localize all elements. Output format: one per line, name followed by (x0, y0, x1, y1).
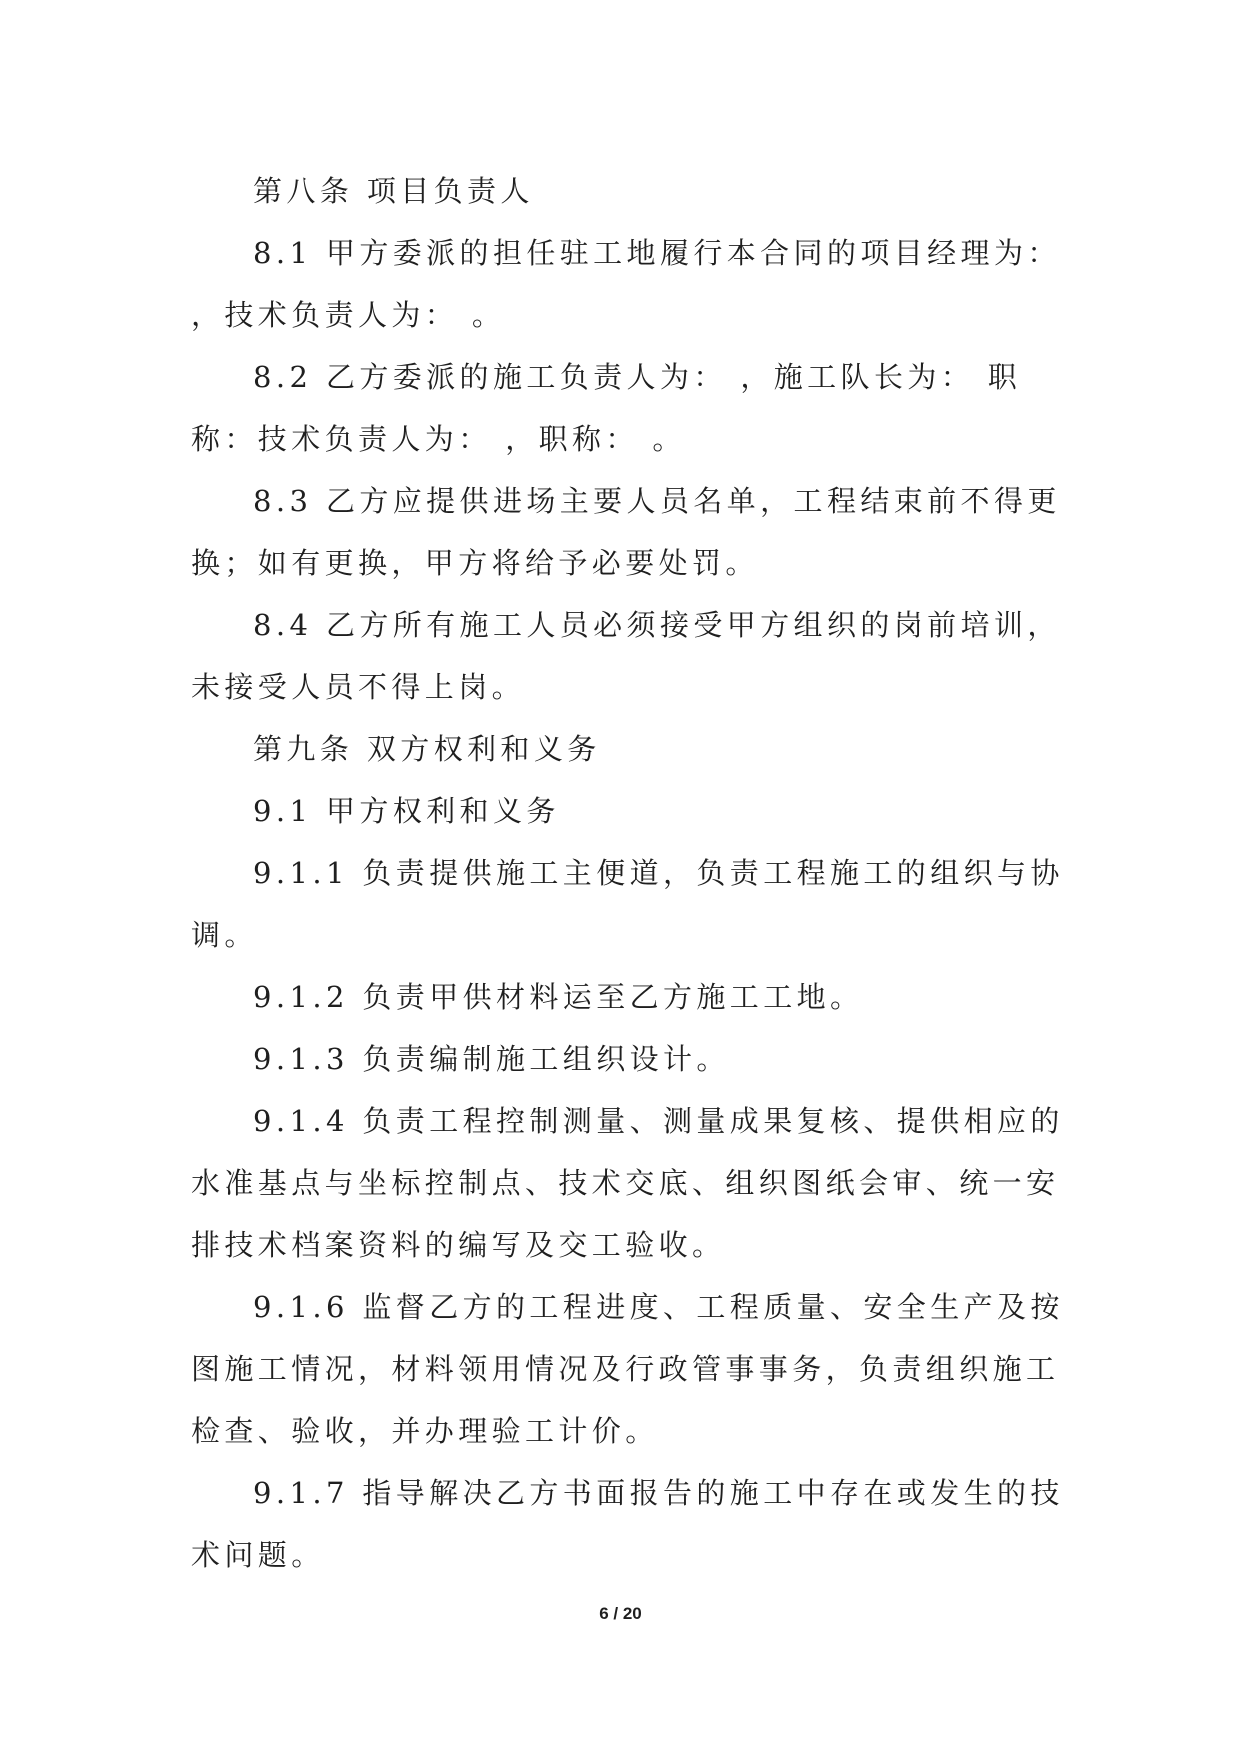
document-body (191, 160, 1071, 1586)
clause-9-1-7: 9.1.7 指导解决乙方书面报告的施工中存在或发生的技术问题。 (191, 1476, 1064, 1572)
clause-8-1: 8.1 甲方委派的担任驻工地履行本合同的项目经理为： ，技术负责人为： 。 (191, 236, 1061, 332)
clause-8-4: 8.4 乙方所有施工人员必须接受甲方组织的岗前培训，未接受人员不得上岗。 (191, 608, 1061, 704)
article-9-heading: 第九条 双方权利和义务 (253, 732, 601, 766)
clause-9-1-4: 9.1.4 负责工程控制测量、测量成果复核、提供相应的水准基点与坐标控制点、技术交底、组织图纸会审、统一安排技术档案资料的编写及交工验收。 (191, 1104, 1064, 1262)
clause-9-1: 9.1 甲方权利和义务 (253, 794, 560, 828)
clause-9-1-6: 9.1.6 监督乙方的工程进度、工程质量、安全生产及按图施工情况，材料领用情况及行政管事事务，负责组织施工检查、验收，并办理验工计价。 (191, 1290, 1064, 1448)
clause-8-3: 8.3 乙方应提供进场主要人员名单，工程结束前不得更换；如有更换，甲方将给予必要处罚。 (191, 484, 1061, 580)
article-8-heading: 第八条 项目负责人 (253, 174, 534, 208)
clause-9-1-3: 9.1.3 负责编制施工组织设计。 (253, 1042, 730, 1076)
page-number: 6 / 20 (599, 1604, 642, 1623)
clause-8-2: 8.2 乙方委派的施工负责人为： ，施工队长为： 职称：技术负责人为： ，职称： 。 (191, 360, 1022, 456)
clause-9-1-1: 9.1.1 负责提供施工主便道，负责工程施工的组织与协调。 (191, 856, 1064, 952)
clause-9-1-2: 9.1.2 负责甲供材料运至乙方施工工地。 (253, 980, 864, 1014)
